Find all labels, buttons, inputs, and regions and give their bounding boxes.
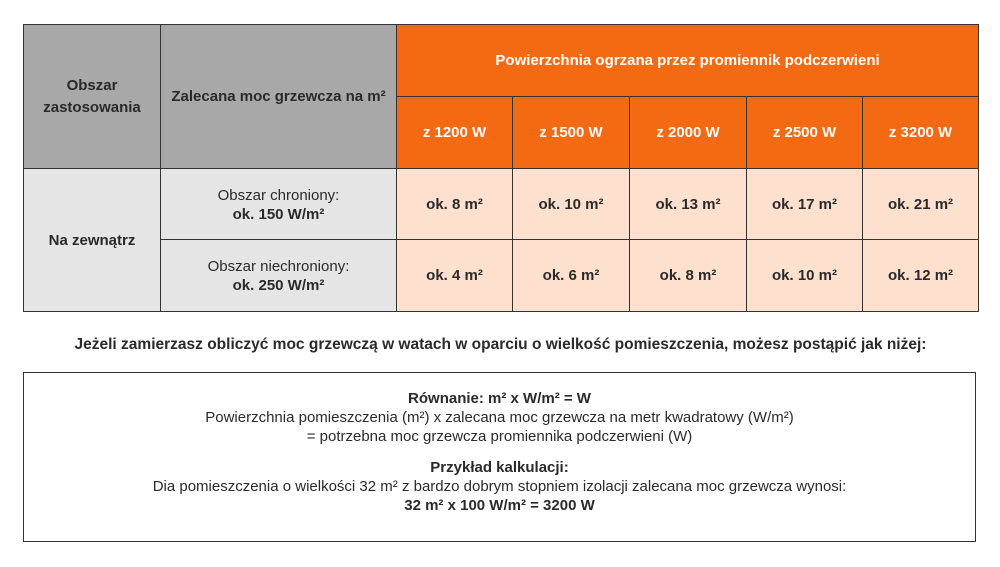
row-label-value: ok. 150 W/m² (232, 205, 325, 223)
table-cell: ok. 13 m² (630, 169, 747, 240)
row-label-text: Obszar niechroniony: (207, 258, 350, 275)
header-area (24, 25, 161, 169)
table-cell: ok. 8 m² (630, 240, 747, 312)
equation-line-1: Powierzchnia pomieszczenia (m²) x zalecana moc grzewcza na metr kwadratowy (W/m²) (205, 409, 794, 426)
table-cell: ok. 6 m² (513, 240, 630, 312)
table-cell: ok. 17 m² (747, 169, 863, 240)
equation-box (23, 372, 976, 542)
example-title: Przykład kalkulacji: (430, 459, 569, 476)
header-power-label: Zalecana moc grzewcza na m² (171, 87, 386, 105)
calculation-note: Jeżeli zamierzasz obliczyć moc grzewczą w watach w oparciu o wielkość pomieszczenia, możesz postąpić jak niżej: (74, 336, 927, 353)
table-cell: ok. 10 m² (513, 169, 630, 240)
column-header-1500: z 1500 W (513, 97, 630, 169)
header-power (161, 25, 397, 169)
header-group (397, 25, 979, 97)
column-header-3200: z 3200 W (863, 97, 979, 169)
row-label-protected (161, 169, 397, 240)
example-line: Dia pomieszczenia o wielkości 32 m² z bardzo dobrym stopniem izolacji zalecana moc grzewcza wynosi: (152, 478, 847, 495)
area-name: Na zewnątrz (24, 169, 161, 312)
column-header-2500: z 2500 W (747, 97, 863, 169)
table-row (24, 240, 979, 312)
equation-line-2: = potrzebna moc grzewcza promiennika podczerwieni (W) (306, 428, 693, 445)
row-label-text: Obszar chroniony: (217, 186, 340, 204)
table-cell: ok. 21 m² (863, 169, 979, 240)
example-result: 32 m² x 100 W/m² = 3200 W (404, 497, 595, 514)
spacer (24, 446, 975, 458)
header-area-label: Obszar zastosowania (43, 76, 141, 116)
heater-area-table (23, 24, 979, 312)
equation-title: Równanie: m² x W/m² = W (408, 390, 591, 407)
header-group-label: Powierzchnia ogrzana przez promiennik podczerwieni (495, 52, 880, 69)
table-cell: ok. 4 m² (397, 240, 513, 312)
column-header-2000: z 2000 W (630, 97, 747, 169)
table-cell: ok. 12 m² (863, 240, 979, 312)
table-cell: ok. 8 m² (397, 169, 513, 240)
row-label-value: ok. 250 W/m² (232, 277, 325, 294)
table-row (24, 169, 979, 240)
table-cell: ok. 10 m² (747, 240, 863, 312)
column-header-1200: z 1200 W (397, 97, 513, 169)
row-label-unprotected (161, 240, 397, 312)
